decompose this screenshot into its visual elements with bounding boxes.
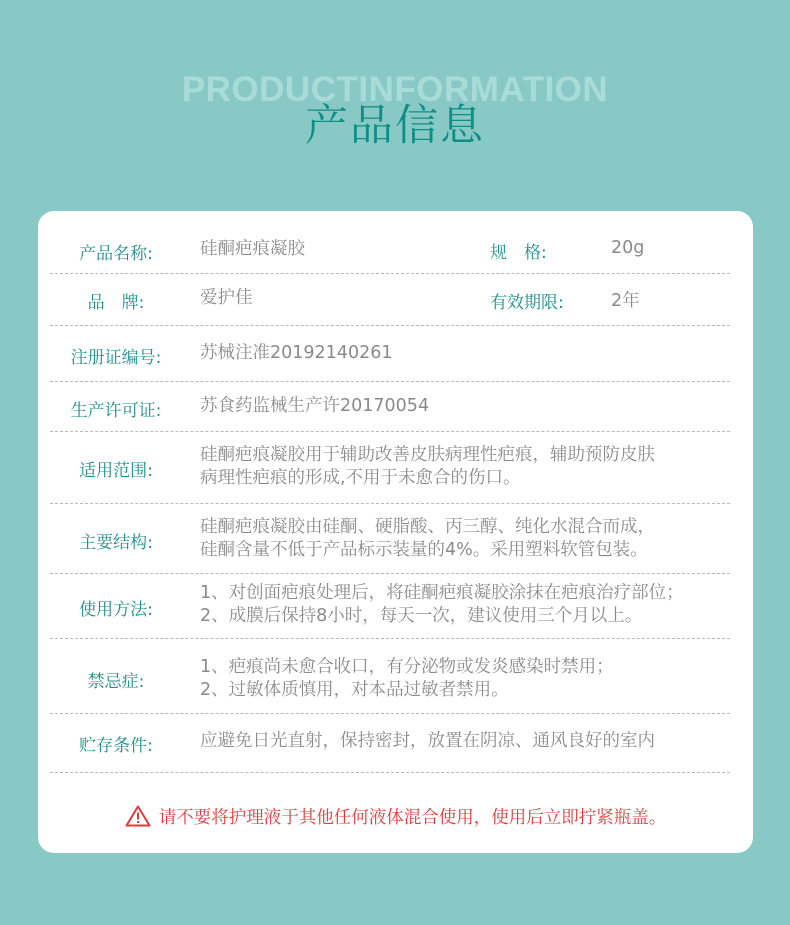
value-registration: 苏械注准20192140261 [200, 343, 393, 363]
label-contraindications: 禁忌症: [87, 672, 145, 692]
label-production-license: 生产许可证: [70, 401, 162, 421]
value-scope-line: 硅酮疤痕凝胶用于辅助改善皮肤病理性疤痕，辅助预防皮肤 [200, 445, 655, 465]
label-registration: 注册证编号: [70, 348, 162, 368]
label-product-name: 产品名称: [79, 244, 153, 264]
value-contraindications [200, 656, 740, 702]
warning-text: 请不要将护理液于其他任何液体混合使用，使用后立即拧紧瓶盖。 [158, 808, 667, 828]
row-product-name [50, 211, 730, 274]
page-title: 产品信息 [305, 101, 485, 151]
value-contraindications-line: 2、过敏体质慎用，对本品过敏者禁用。 [200, 680, 509, 700]
row-production-license [50, 381, 730, 432]
english-title: PRODUCTINFORMATION [181, 70, 609, 109]
label-brand: 品 牌: [87, 293, 145, 313]
value-usage-line: 2、成膜后保持8小时，每天一次，建议使用三个月以上。 [200, 606, 643, 626]
label-validity: 有效期限: [490, 293, 564, 313]
label-scope: 适用范围: [79, 461, 153, 481]
value-scope [200, 444, 740, 490]
value-product-name: 硅酮疤痕凝胶 [200, 239, 305, 259]
value-production-license: 苏食药监械生产许20170054 [200, 396, 430, 416]
label-storage: 贮存条件: [79, 736, 153, 756]
value-validity: 2年 [611, 291, 640, 311]
info-card [38, 211, 753, 853]
label-structure: 主要结构: [79, 533, 153, 553]
value-usage [200, 582, 740, 628]
value-spec: 20g [611, 238, 645, 258]
value-scope-line: 病理性疤痕的形成,不用于未愈合的伤口。 [200, 468, 521, 488]
value-structure [200, 516, 740, 562]
value-contraindications-line: 1、疤痕尚未愈合收口，有分泌物或发炎感染时禁用； [200, 657, 614, 677]
row-contraindications [50, 638, 730, 714]
row-registration [50, 325, 730, 382]
value-structure-line: 硅酮含量不低于产品标示装量的4%。采用塑料软管包装。 [200, 540, 648, 560]
row-scope [50, 431, 730, 504]
value-usage-line: 1、对创面疤痕处理后，将硅酮疤痕凝胶涂抹在疤痕治疗部位； [200, 583, 684, 603]
value-structure-line: 硅酮疤痕凝胶由硅酮、硬脂酸、丙三醇、纯化水混合而成， [200, 517, 655, 537]
header [0, 0, 790, 200]
row-storage [50, 713, 730, 773]
value-brand: 爱护佳 [200, 288, 253, 308]
row-structure [50, 503, 730, 574]
row-usage [50, 573, 730, 639]
value-storage: 应避免日光直射，保持密封，放置在阴凉、通风良好的室内 [200, 731, 655, 751]
row-brand [50, 273, 730, 326]
label-spec: 规 格: [490, 243, 547, 263]
warning-triangle-icon [125, 805, 151, 832]
warning-notice [38, 804, 753, 832]
label-usage: 使用方法: [79, 600, 153, 620]
